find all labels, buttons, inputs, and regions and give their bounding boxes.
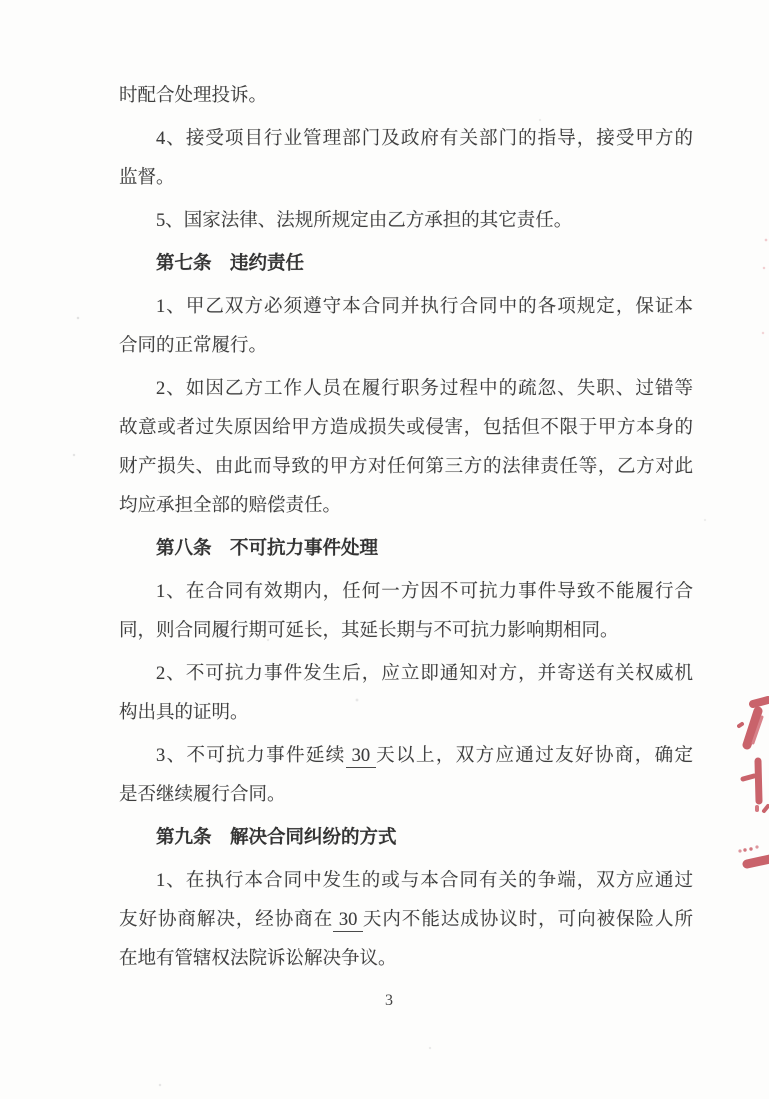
text-line: 1、甲乙双方必须遵守本合同并执行合同中的各项规定，保证本	[156, 297, 693, 317]
text-line: 友好协商解决，经协商在 30 天内不能达成协议时，可向被保险人所	[119, 910, 693, 930]
text-line: 均应承担全部的赔偿责任。	[119, 496, 342, 516]
section-heading: 第八条 不可抗力事件处理	[156, 539, 379, 559]
text-line: 同，则合同履行期可延长，其延长期与不可抗力影响期相同。	[119, 621, 619, 641]
text-line: 合同的正常履行。	[119, 336, 268, 356]
text-line: 是否继续履行合同。	[119, 785, 286, 805]
text-line: 监督。	[119, 168, 175, 188]
underlined-value: 30	[345, 746, 377, 766]
text-line: 2、如因乙方工作人员在履行职务过程中的疏忽、失职、过错等	[156, 379, 693, 399]
text-line: 1、在合同有效期内，任何一方因不可抗力事件导致不能履行合	[156, 582, 693, 602]
text-line: 故意或者过失原因给甲方造成损失或侵害，包括但不限于甲方本身的	[119, 418, 693, 438]
text-line: 时配合处理投诉。	[119, 86, 268, 106]
text-line: 财产损失、由此而导致的甲方对任何第三方的法律责任等，乙方对此	[119, 457, 693, 477]
text-line: 4、接受项目行业管理部门及政府有关部门的指导，接受甲方的	[156, 129, 693, 149]
page-number: 3	[385, 992, 393, 1009]
text-line: 2、不可抗力事件发生后，应立即通知对方，并寄送有关权威机	[156, 664, 693, 684]
section-heading: 第七条 违约责任	[156, 254, 305, 274]
text-line: 在地有管辖权法院诉讼解决争议。	[119, 949, 397, 969]
underlined-value: 30	[333, 910, 363, 930]
document-body	[119, 77, 693, 979]
text-line: 构出具的证明。	[119, 703, 249, 723]
text-line: 5、国家法律、法规所规定由乙方承担的其它责任。	[156, 211, 573, 231]
section-heading: 第九条 解决合同纠纷的方式	[156, 828, 397, 848]
text-line: 3、不可抗力事件延续 30 天以上，双方应通过友好协商，确定	[156, 746, 693, 766]
red-seal-stamp	[720, 693, 769, 875]
text-line: 1、在执行本合同中发生的或与本合同有关的争端，双方应通过	[156, 871, 693, 891]
